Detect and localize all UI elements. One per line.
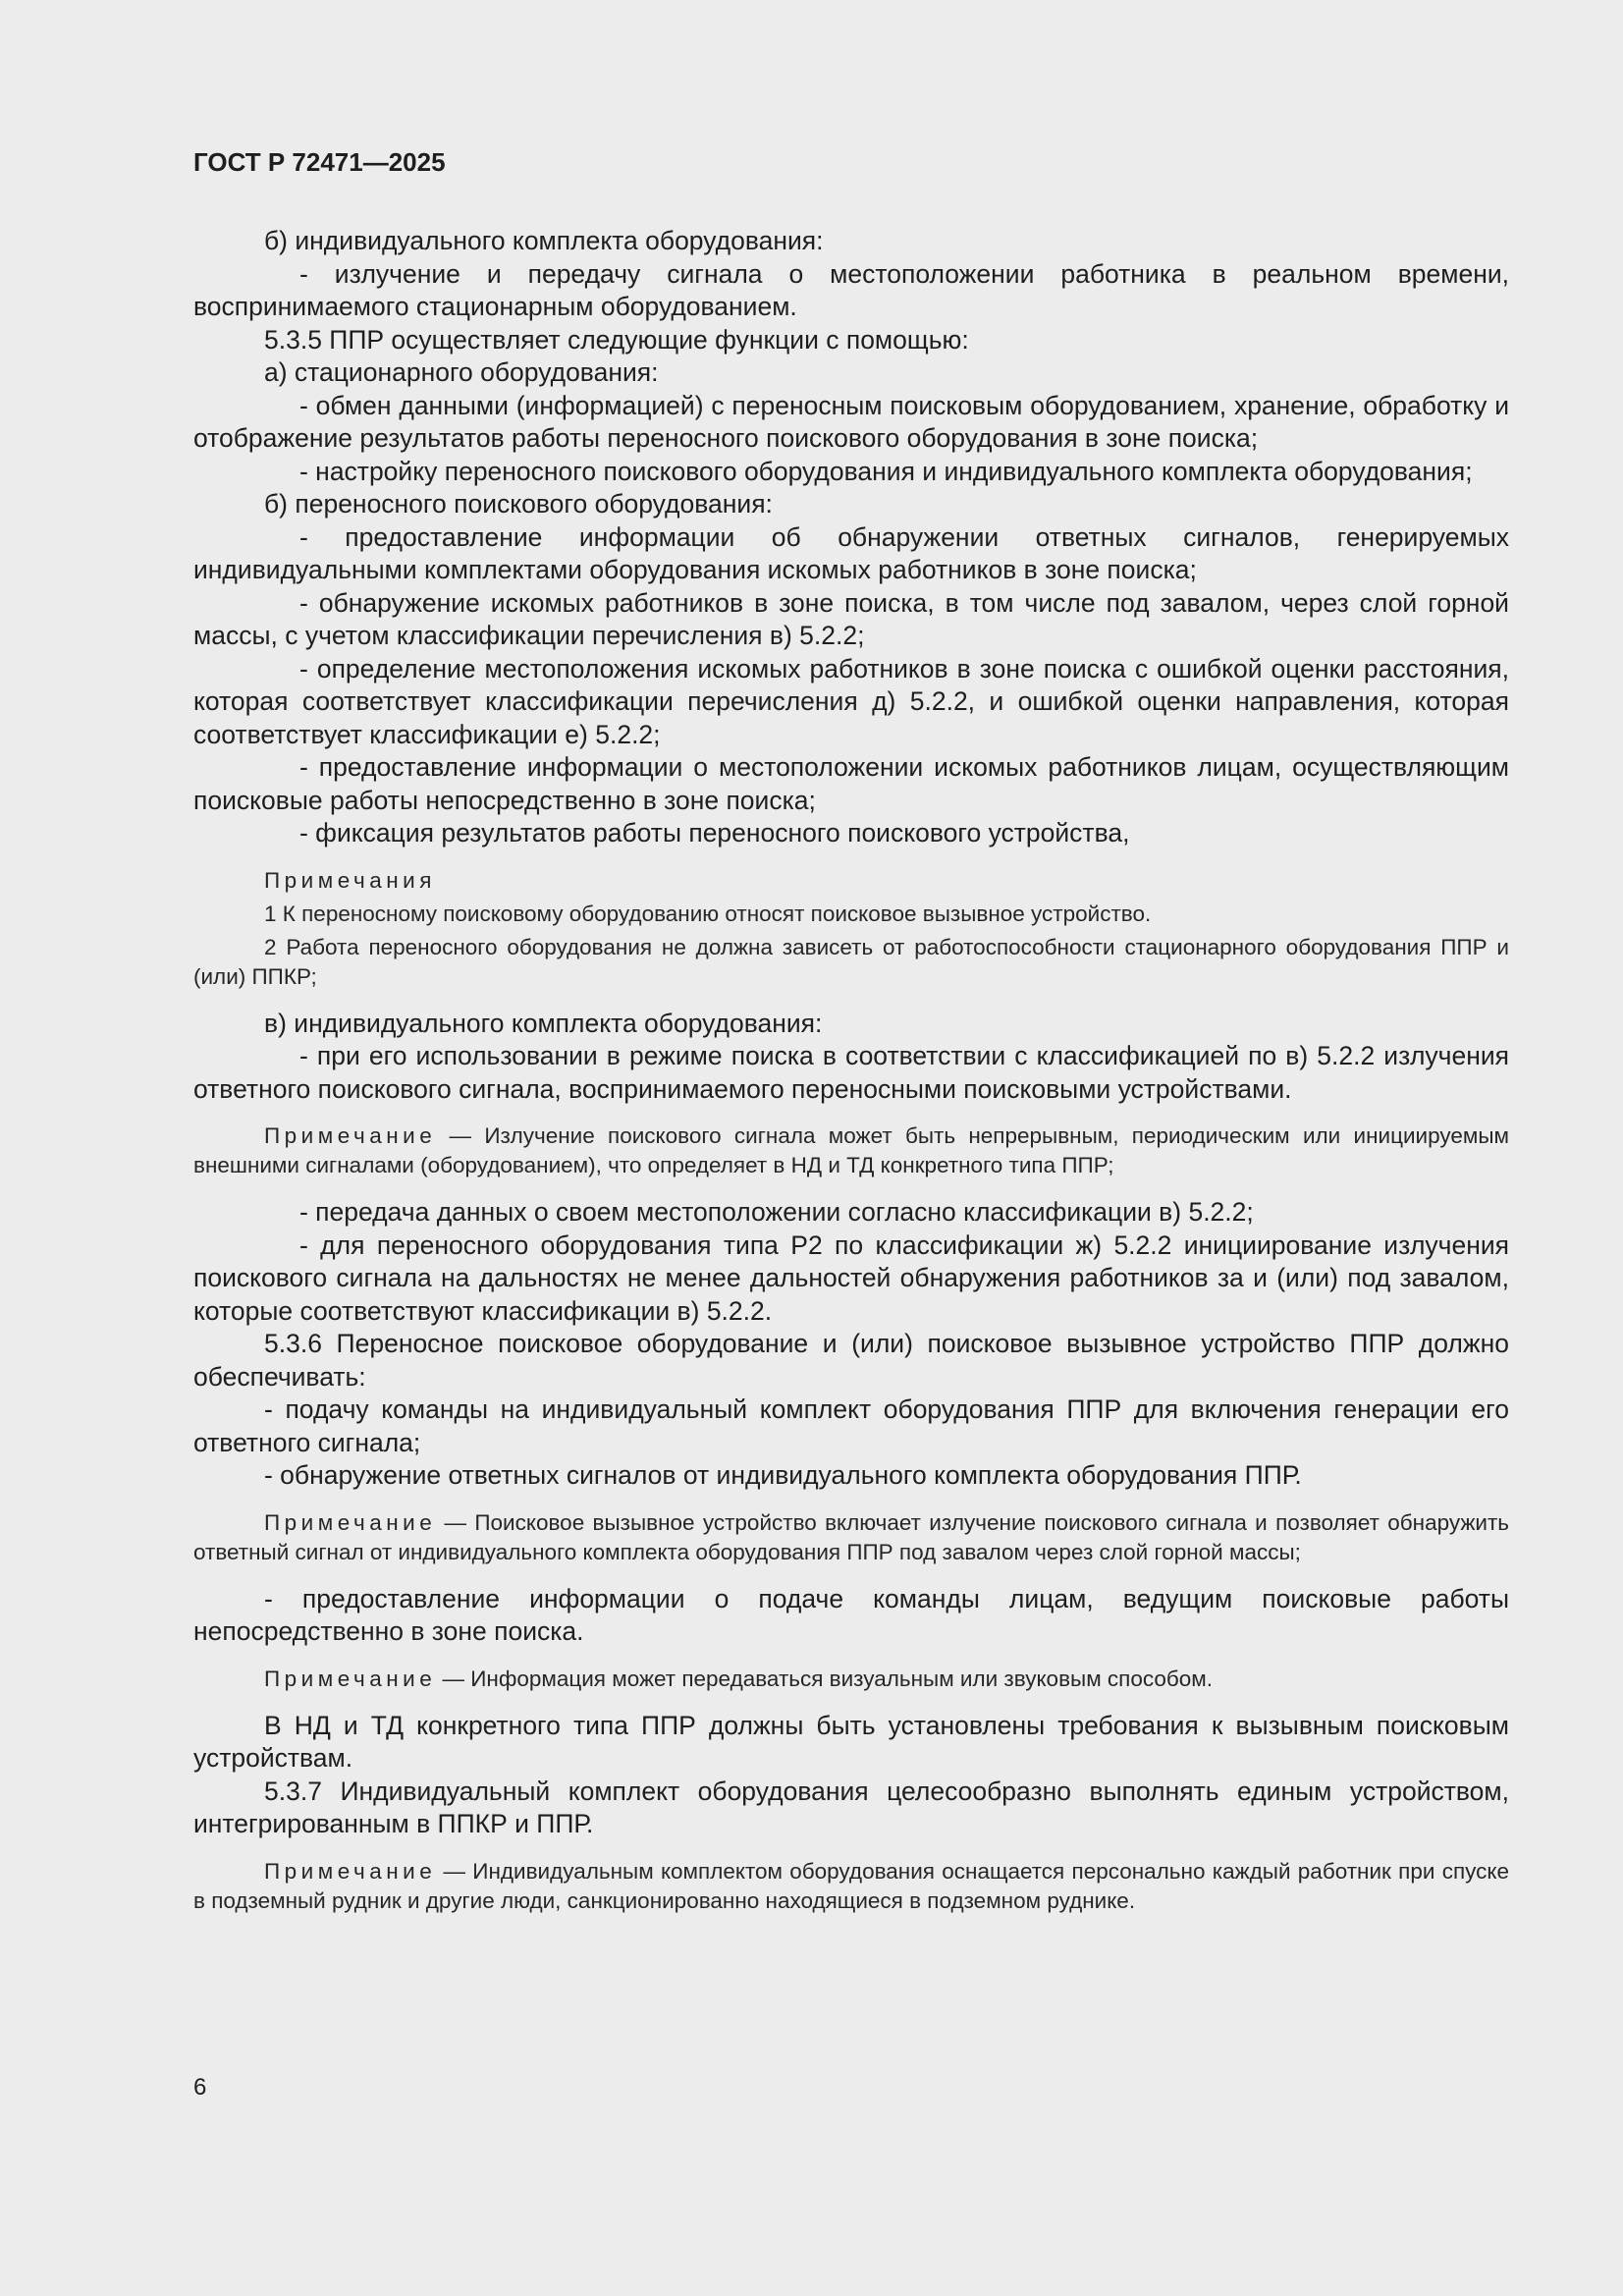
page-number: 6: [193, 2074, 207, 2101]
paragraph: - предоставление информации о местоположении искомых работников лицам, осуществляющим поисковые работы непосредственно в зоне поиска;: [193, 752, 1509, 815]
paragraph: - подачу команды на индивидуальный комплект оборудования ППР для включения генерации его ответного сигнала;: [193, 1394, 1509, 1457]
note-item: 1 К переносному поисковому оборудованию относят поисковое вызывное устройство.: [264, 901, 1152, 926]
note: [193, 1508, 1509, 1567]
paragraph: 5.3.5 ППР осуществляет следующие функции с помощью:: [264, 324, 969, 355]
paragraph: в) индивидуального комплекта оборудования:: [264, 1008, 823, 1038]
note-text: — Индивидуальным комплектом оборудования оснащается персонально каждый работник при спуске в подземный рудник и другие люди, санкционированно находящиеся в подземном руднике.: [193, 1858, 1509, 1913]
paragraph: а) стационарного оборудования:: [264, 357, 659, 387]
paragraph: 5.3.6 Переносное поисковое оборудование и (или) поисковое вызывное устройство ППР должно обеспечивать:: [193, 1329, 1509, 1392]
paragraph: - фиксация результатов работы переносного поискового устройства,: [299, 818, 1130, 847]
note-text: — Поисковое вызывное устройство включает излучение поискового сигнала и позволяет обнаружить ответный сигнал от индивидуального комплекта оборудования ППР под завалом через слой горной массы;: [193, 1509, 1509, 1564]
note: [193, 1857, 1509, 1916]
note-item: 2 Работа переносного оборудования не должна зависеть от работоспособности стационарного оборудования ППР и (или) ППКР;: [193, 934, 1509, 989]
note: [193, 1665, 1509, 1694]
note-text: — Информация может передаваться визуальным или звуковым способом.: [436, 1666, 1213, 1691]
paragraph: - предоставление информации об обнаружении ответных сигналов, генерируемых индивидуальными комплектами оборудования искомых работников в зоне поиска;: [193, 521, 1509, 584]
paragraph: б) переносного поискового оборудования:: [264, 489, 773, 519]
note-label: Примечание: [264, 1858, 437, 1884]
paragraph: - для переносного оборудования типа Р2 по классификации ж) 5.2.2 инициирование излучения поискового сигнала на дальностях не менее дальностей обнаружения работников за и (или) под завалом, которые соответствуют классификации в) 5.2.2.: [193, 1230, 1509, 1326]
paragraph: - обмен данными (информацией) с переносным поисковым оборудованием, хранение, обработку и отображение результатов работы переносного поискового оборудования в зоне поиска;: [193, 390, 1509, 453]
note-label: Примечание: [264, 1123, 437, 1148]
paragraph: - при его использовании в режиме поиска в соответствии с классификацией по в) 5.2.2 излучения ответного поискового сигнала, воспринимаемого переносными поисковыми устройствами.: [193, 1041, 1509, 1104]
document-header: ГОСТ Р 72471—2025: [193, 147, 446, 177]
note-label: Примечание: [264, 1509, 437, 1535]
paragraph: - настройку переносного поискового оборудования и индивидуального комплекта оборудования;: [299, 456, 1473, 486]
paragraph: б) индивидуального комплекта оборудования:: [264, 226, 824, 255]
note-label: Примечание: [264, 1666, 437, 1691]
paragraph: - излучение и передачу сигнала о местоположении работника в реальном времени, воспринимаемого стационарным оборудованием.: [193, 258, 1509, 321]
document-body: [193, 225, 1509, 1916]
paragraph: - передача данных о своем местоположении согласно классификации в) 5.2.2;: [299, 1197, 1254, 1227]
note: [193, 1121, 1509, 1180]
paragraph: 5.3.7 Индивидуальный комплект оборудования целесообразно выполнять единым устройством, интегрированным в ППКР и ППР.: [193, 1776, 1509, 1838]
notes-heading: [193, 866, 1509, 896]
paragraph: - обнаружение искомых работников в зоне поиска, в том числе под завалом, через слой горной массы, с учетом классификации перечисления в) 5.2.2;: [193, 587, 1509, 650]
paragraph: В НД и ТД конкретного типа ППР должны быть установлены требования к вызывным поисковым устройствам.: [193, 1710, 1509, 1773]
note-label: Примечания: [264, 867, 436, 893]
paragraph: - обнаружение ответных сигналов от индивидуального комплекта оборудования ППР.: [264, 1460, 1302, 1490]
note-text: — Излучение поискового сигнала может быть непрерывным, периодическим или инициируемым внешними сигналами (оборудованием), что определяет в НД и ТД конкретного типа ППР;: [193, 1123, 1509, 1177]
paragraph: - предоставление информации о подаче команды лицам, ведущим поисковые работы непосредственно в зоне поиска.: [193, 1583, 1509, 1646]
paragraph: - определение местоположения искомых работников в зоне поиска с ошибкой оценки расстояния, которая соответствует классификации перечисления д) 5.2.2, и ошибкой оценки направления, которая соответствует классификации е) 5.2.2;: [193, 653, 1509, 749]
